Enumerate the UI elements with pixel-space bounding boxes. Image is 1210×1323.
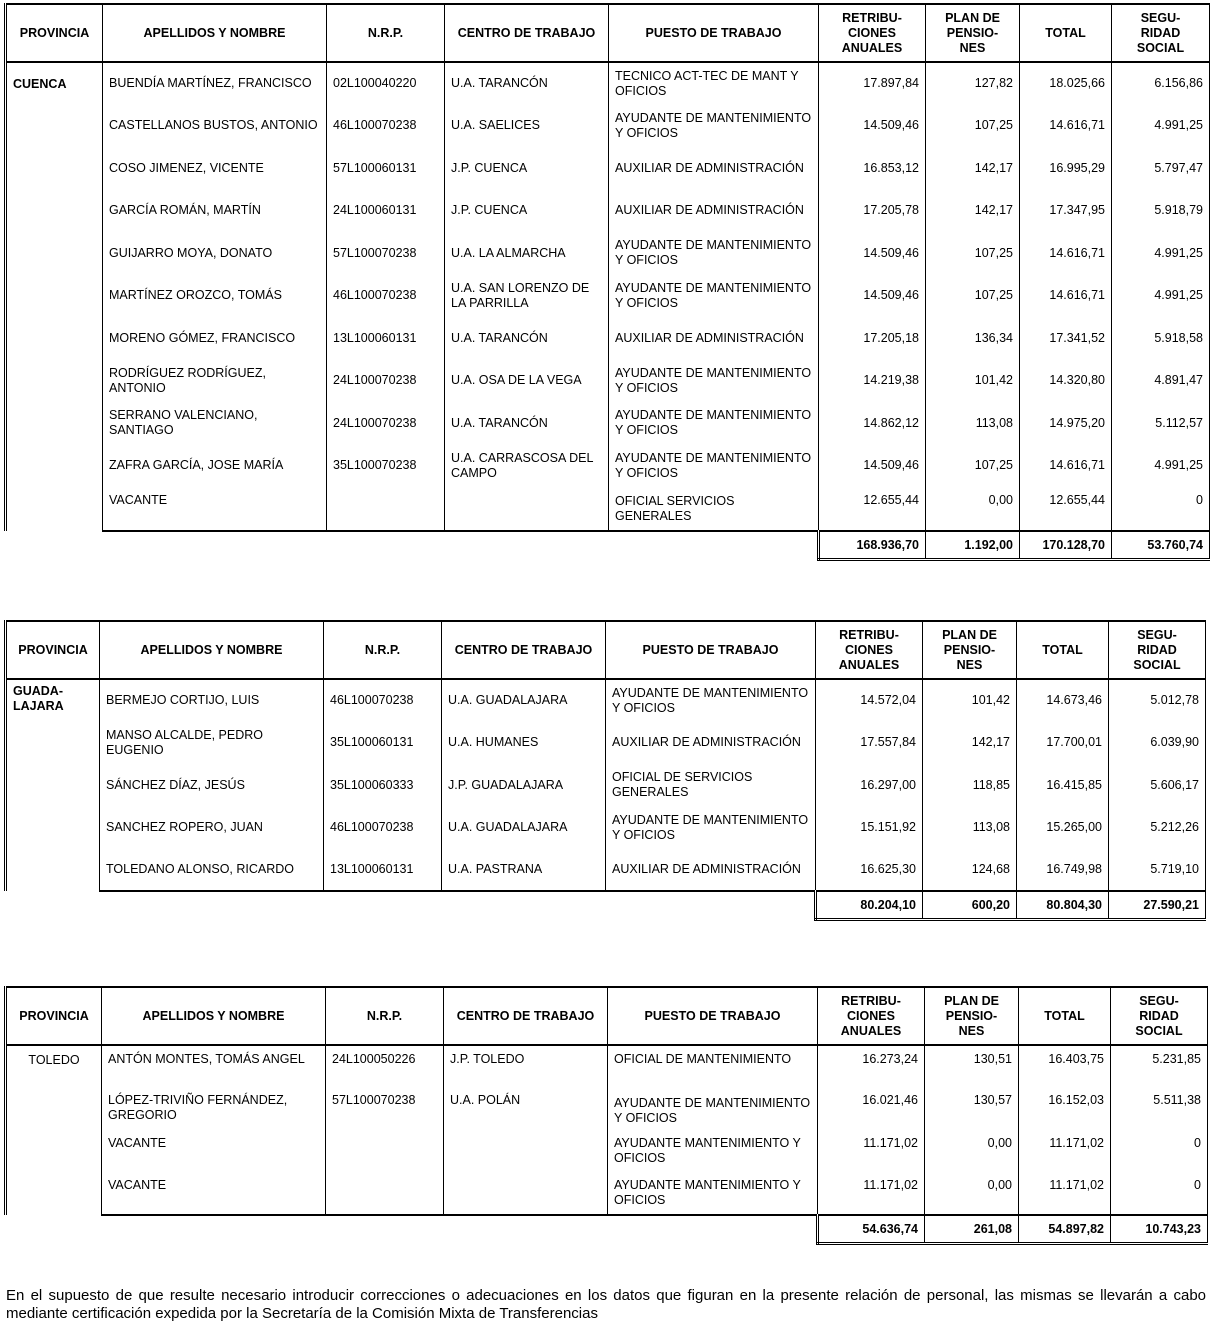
plan-cell: 107,25 [926,104,1020,147]
nrp-cell: 24L100050226 [326,1045,444,1087]
table-row [6,317,1210,359]
header-nrp: N.R.P. [326,987,444,1045]
nombre-cell: BERMEJO CORTIJO, LUIS [100,679,324,721]
total-cell: 16.995,29 [1020,147,1112,189]
centro-cell: J.P. CUENCA [445,189,609,232]
puesto-cell: AYUDANTE DE MANTENIMIENTO Y OFICIOS [609,232,819,274]
ss-cell: 0 [1112,487,1210,531]
retrib-cell: 15.151,92 [816,806,923,849]
header-nrp: N.R.P. [324,621,442,679]
puesto-cell: AYUDANTE DE MANTENIMIENTO Y OFICIOS [609,402,819,444]
ss-cell: 4.991,25 [1112,444,1210,487]
total-plan-pensiones: 600,20 [923,891,1017,920]
header-seguridad-social: SEGU- RIDAD SOCIAL [1111,987,1208,1045]
nrp-cell: 46L100070238 [327,104,445,147]
centro-cell: U.A. GUADALAJARA [442,679,606,721]
header-seguridad-social: SEGU- RIDAD SOCIAL [1109,621,1206,679]
total-plan-pensiones: 261,08 [925,1215,1019,1244]
total-cell: 14.673,46 [1017,679,1109,721]
provincia-cell: CUENCA [6,62,103,531]
header-total: TOTAL [1017,621,1109,679]
nrp-cell: 13L100060131 [324,849,442,891]
total-cell: 16.415,85 [1017,764,1109,806]
retrib-cell: 11.171,02 [818,1130,925,1172]
plan-cell: 113,08 [923,806,1017,849]
table-row [6,274,1210,317]
table-row [6,444,1210,487]
ss-cell: 4.991,25 [1112,104,1210,147]
puesto-cell: TECNICO ACT-TEC DE MANT Y OFICIOS [609,62,819,104]
centro-cell: U.A. PASTRANA [442,849,606,891]
total-cell: 14.320,80 [1020,359,1112,402]
table-row [6,1045,1208,1087]
table-row [6,402,1210,444]
ss-cell: 5.606,17 [1109,764,1206,806]
puesto-cell: OFICIAL SERVICIOS GENERALES [609,487,819,531]
nrp-cell: 13L100060131 [327,317,445,359]
header-centro: CENTRO DE TRABAJO [442,621,606,679]
nrp-cell: 57L100060131 [327,147,445,189]
plan-cell: 0,00 [925,1130,1019,1172]
table-row [6,1087,1208,1130]
centro-cell: U.A. CARRASCOSA DEL CAMPO [445,444,609,487]
nombre-cell: BUENDÍA MARTÍNEZ, FRANCISCO [103,62,327,104]
nombre-cell: TOLEDANO ALONSO, RICARDO [100,849,324,891]
header-retribuciones: RETRIBU- CIONES ANUALES [819,4,926,62]
plan-cell: 107,25 [926,274,1020,317]
nrp-cell: 46L100070238 [324,679,442,721]
header-seguridad-social: SEGU- RIDAD SOCIAL [1112,4,1210,62]
total-cell: 16.403,75 [1019,1045,1111,1087]
total-total: 80.804,30 [1017,891,1109,920]
total-cell: 17.347,95 [1020,189,1112,232]
plan-cell: 107,25 [926,232,1020,274]
total-cell: 15.265,00 [1017,806,1109,849]
puesto-cell: AUXILIAR DE ADMINISTRACIÓN [609,147,819,189]
puesto-cell: AUXILIAR DE ADMINISTRACIÓN [606,721,816,764]
retrib-cell: 11.171,02 [818,1172,925,1215]
centro-cell [444,1172,608,1215]
puesto-cell: AYUDANTE DE MANTENIMIENTO Y OFICIOS [609,359,819,402]
provincia-cell: GUADA- LAJARA [6,679,100,891]
nrp-cell: 46L100070238 [327,274,445,317]
centro-cell [444,1130,608,1172]
nrp-cell: 24L100060131 [327,189,445,232]
centro-cell: U.A. HUMANES [442,721,606,764]
ss-cell: 5.918,58 [1112,317,1210,359]
table-row [6,679,1206,721]
centro-cell: U.A. OSA DE LA VEGA [445,359,609,402]
nombre-cell: GUIJARRO MOYA, DONATO [103,232,327,274]
nombre-cell: VACANTE [102,1172,326,1215]
header-provincia: PROVINCIA [6,621,100,679]
ss-cell: 6.156,86 [1112,62,1210,104]
total-total: 170.128,70 [1020,531,1112,560]
total-cell: 18.025,66 [1020,62,1112,104]
total-cell: 17.700,01 [1017,721,1109,764]
centro-cell: J.P. CUENCA [445,147,609,189]
nombre-cell: MARTÍNEZ OROZCO, TOMÁS [103,274,327,317]
puesto-cell: AUXILIAR DE ADMINISTRACIÓN [606,849,816,891]
header-nombre: APELLIDOS Y NOMBRE [102,987,326,1045]
table-row [6,104,1210,147]
table-row [6,721,1206,764]
centro-cell [445,487,609,531]
nombre-cell: VACANTE [103,487,327,531]
total-retribuciones: 168.936,70 [819,531,926,560]
centro-cell: U.A. POLÁN [444,1087,608,1130]
puesto-cell: AUXILIAR DE ADMINISTRACIÓN [609,189,819,232]
table-row [6,806,1206,849]
total-seguridad-social: 10.743,23 [1111,1215,1208,1244]
retrib-cell: 16.021,46 [818,1087,925,1130]
total-seguridad-social: 53.760,74 [1112,531,1210,560]
plan-cell: 113,08 [926,402,1020,444]
total-retribuciones: 54.636,74 [818,1215,925,1244]
plan-cell: 142,17 [923,721,1017,764]
header-puesto: PUESTO DE TRABAJO [608,987,818,1045]
retrib-cell: 17.205,18 [819,317,926,359]
puesto-cell: AYUDANTE MANTENIMIENTO Y OFICIOS [608,1172,818,1215]
nombre-cell: MORENO GÓMEZ, FRANCISCO [103,317,327,359]
total-cell: 14.616,71 [1020,274,1112,317]
nombre-cell: GARCÍA ROMÁN, MARTÍN [103,189,327,232]
centro-cell: U.A. LA ALMARCHA [445,232,609,274]
plan-cell: 101,42 [923,679,1017,721]
total-cell: 11.171,02 [1019,1130,1111,1172]
header-puesto: PUESTO DE TRABAJO [606,621,816,679]
nrp-cell: 24L100070238 [327,359,445,402]
retrib-cell: 17.205,78 [819,189,926,232]
plan-cell: 124,68 [923,849,1017,891]
header-provincia: PROVINCIA [6,4,103,62]
table-row [6,147,1210,189]
nombre-cell: LÓPEZ-TRIVIÑO FERNÁNDEZ, GREGORIO [102,1087,326,1130]
nrp-cell: 35L100060333 [324,764,442,806]
ss-cell: 4.991,25 [1112,232,1210,274]
table-row [6,849,1206,891]
header-total: TOTAL [1019,987,1111,1045]
table-row [6,1130,1208,1172]
total-cell: 14.616,71 [1020,444,1112,487]
nrp-cell [326,1172,444,1215]
nombre-cell: ZAFRA GARCÍA, JOSE MARÍA [103,444,327,487]
puesto-cell: AYUDANTE DE MANTENIMIENTO Y OFICIOS [609,444,819,487]
total-cell: 12.655,44 [1020,487,1112,531]
nombre-cell: ANTÓN MONTES, TOMÁS ANGEL [102,1045,326,1087]
table-row [6,764,1206,806]
nombre-cell: VACANTE [102,1130,326,1172]
nrp-cell: 57L100070238 [326,1087,444,1130]
retrib-cell: 14.509,46 [819,274,926,317]
nombre-cell: COSO JIMENEZ, VICENTE [103,147,327,189]
plan-cell: 118,85 [923,764,1017,806]
table-guadalajara [4,620,1204,921]
retrib-cell: 14.862,12 [819,402,926,444]
retrib-cell: 16.273,24 [818,1045,925,1087]
nrp-cell: 46L100070238 [324,806,442,849]
ss-cell: 4.891,47 [1112,359,1210,402]
totals-row [6,1215,1208,1244]
ss-cell: 6.039,90 [1109,721,1206,764]
plan-cell: 136,34 [926,317,1020,359]
nombre-cell: SÁNCHEZ DÍAZ, JESÚS [100,764,324,806]
nrp-cell: 24L100070238 [327,402,445,444]
plan-cell: 107,25 [926,444,1020,487]
plan-cell: 101,42 [926,359,1020,402]
ss-cell: 0 [1111,1130,1208,1172]
total-plan-pensiones: 1.192,00 [926,531,1020,560]
ss-cell: 5.112,57 [1112,402,1210,444]
plan-cell: 142,17 [926,147,1020,189]
header-nrp: N.R.P. [327,4,445,62]
table-row [6,487,1210,531]
table-row [6,189,1210,232]
retrib-cell: 16.297,00 [816,764,923,806]
header-centro: CENTRO DE TRABAJO [444,987,608,1045]
ss-cell: 5.231,85 [1111,1045,1208,1087]
retrib-cell: 16.625,30 [816,849,923,891]
retrib-cell: 14.509,46 [819,232,926,274]
plan-cell: 130,57 [925,1087,1019,1130]
puesto-cell: OFICIAL DE MANTENIMIENTO [608,1045,818,1087]
table-row [6,359,1210,402]
total-cell: 11.171,02 [1019,1172,1111,1215]
ss-cell: 4.991,25 [1112,274,1210,317]
retrib-cell: 17.897,84 [819,62,926,104]
total-cell: 16.749,98 [1017,849,1109,891]
nrp-cell [326,1130,444,1172]
centro-cell: U.A. TARANCÓN [445,62,609,104]
header-retribuciones: RETRIBU- CIONES ANUALES [818,987,925,1045]
retrib-cell: 14.572,04 [816,679,923,721]
total-retribuciones: 80.204,10 [816,891,923,920]
puesto-cell: AYUDANTE MANTENIMIENTO Y OFICIOS [608,1130,818,1172]
header-plan-pensiones: PLAN DE PENSIO- NES [926,4,1020,62]
puesto-cell: AYUDANTE DE MANTENIMIENTO Y OFICIOS [609,274,819,317]
header-puesto: PUESTO DE TRABAJO [609,4,819,62]
header-provincia: PROVINCIA [6,987,102,1045]
header-centro: CENTRO DE TRABAJO [445,4,609,62]
header-nombre: APELLIDOS Y NOMBRE [103,4,327,62]
total-total: 54.897,82 [1019,1215,1111,1244]
retrib-cell: 16.853,12 [819,147,926,189]
nrp-cell: 57L100070238 [327,232,445,274]
total-seguridad-social: 27.590,21 [1109,891,1206,920]
retrib-cell: 14.509,46 [819,104,926,147]
ss-cell: 5.719,10 [1109,849,1206,891]
centro-cell: U.A. TARANCÓN [445,402,609,444]
totals-row [6,891,1206,920]
centro-cell: U.A. SAN LORENZO DE LA PARRILLA [445,274,609,317]
puesto-cell: AYUDANTE DE MANTENIMIENTO Y OFICIOS [606,806,816,849]
puesto-cell: AYUDANTE DE MANTENIMIENTO Y OFICIOS [606,679,816,721]
ss-cell: 5.511,38 [1111,1087,1208,1130]
header-total: TOTAL [1020,4,1112,62]
puesto-cell: OFICIAL DE SERVICIOS GENERALES [606,764,816,806]
ss-cell: 5.012,78 [1109,679,1206,721]
centro-cell: U.A. TARANCÓN [445,317,609,359]
header-plan-pensiones: PLAN DE PENSIO- NES [925,987,1019,1045]
nombre-cell: SERRANO VALENCIANO, SANTIAGO [103,402,327,444]
ss-cell: 5.918,79 [1112,189,1210,232]
ss-cell: 0 [1111,1172,1208,1215]
centro-cell: U.A. SAELICES [445,104,609,147]
retrib-cell: 12.655,44 [819,487,926,531]
nombre-cell: SANCHEZ ROPERO, JUAN [100,806,324,849]
footer-note: En el supuesto de que resulte necesario introducir correcciones o adecuaciones en los datos que figuran en la presente relación de personal, las mismas se llevarán a cabo mediante certificación expedida por la Secretaría de la Comisión Mixta de Transferencias [6,1287,1206,1322]
header-retribuciones: RETRIBU- CIONES ANUALES [816,621,923,679]
header-plan-pensiones: PLAN DE PENSIO- NES [923,621,1017,679]
nrp-cell [327,487,445,531]
centro-cell: J.P. GUADALAJARA [442,764,606,806]
table-cuenca [4,3,1208,561]
nrp-cell: 02L100040220 [327,62,445,104]
ss-cell: 5.797,47 [1112,147,1210,189]
total-cell: 16.152,03 [1019,1087,1111,1130]
retrib-cell: 17.557,84 [816,721,923,764]
ss-cell: 5.212,26 [1109,806,1206,849]
table-toledo [4,986,1206,1245]
total-cell: 14.616,71 [1020,232,1112,274]
puesto-cell: AYUDANTE DE MANTENIMIENTO Y OFICIOS [608,1087,818,1130]
nrp-cell: 35L100070238 [327,444,445,487]
plan-cell: 130,51 [925,1045,1019,1087]
total-cell: 17.341,52 [1020,317,1112,359]
table-row [6,62,1210,104]
header-nombre: APELLIDOS Y NOMBRE [100,621,324,679]
nombre-cell: RODRÍGUEZ RODRÍGUEZ, ANTONIO [103,359,327,402]
table-row [6,232,1210,274]
nrp-cell: 35L100060131 [324,721,442,764]
nombre-cell: MANSO ALCALDE, PEDRO EUGENIO [100,721,324,764]
puesto-cell: AYUDANTE DE MANTENIMIENTO Y OFICIOS [609,104,819,147]
plan-cell: 0,00 [925,1172,1019,1215]
plan-cell: 0,00 [926,487,1020,531]
plan-cell: 142,17 [926,189,1020,232]
table-row [6,1172,1208,1215]
total-cell: 14.616,71 [1020,104,1112,147]
retrib-cell: 14.509,46 [819,444,926,487]
nombre-cell: CASTELLANOS BUSTOS, ANTONIO [103,104,327,147]
puesto-cell: AUXILIAR DE ADMINISTRACIÓN [609,317,819,359]
centro-cell: U.A. GUADALAJARA [442,806,606,849]
plan-cell: 127,82 [926,62,1020,104]
totals-row [6,531,1210,560]
provincia-cell: TOLEDO [6,1045,102,1215]
total-cell: 14.975,20 [1020,402,1112,444]
retrib-cell: 14.219,38 [819,359,926,402]
centro-cell: J.P. TOLEDO [444,1045,608,1087]
